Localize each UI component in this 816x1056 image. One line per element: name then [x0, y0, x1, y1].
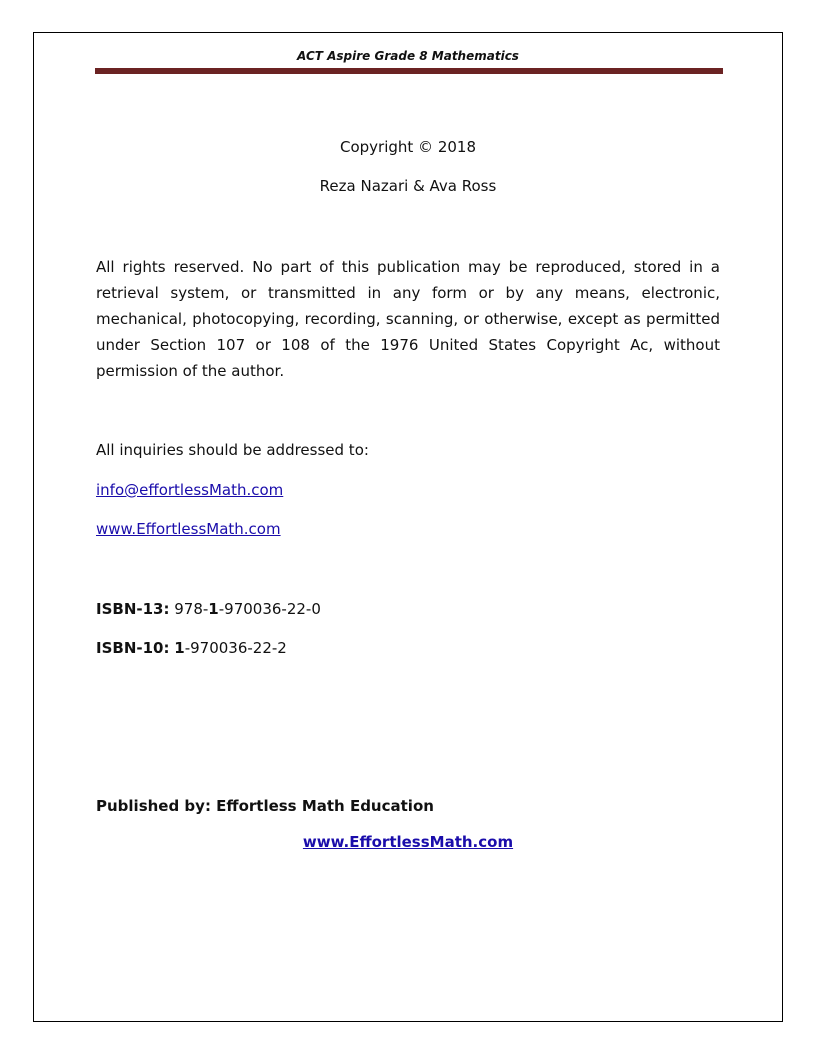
publisher-website-link[interactable]: www.EffortlessMath.com [302, 833, 514, 851]
inquiries-heading: All inquiries should be addressed to: [96, 441, 369, 459]
isbn10-label: ISBN-10: [96, 639, 170, 657]
isbn10-rest: -970036-22-2 [184, 639, 287, 657]
isbn13-prefix: 978- [169, 600, 209, 618]
authors-line: Reza Nazari & Ava Ross [319, 177, 497, 195]
isbn10-line [96, 635, 720, 661]
website-link[interactable]: www.EffortlessMath.com [96, 520, 281, 538]
running-header: ACT Aspire Grade 8 Mathematics [297, 49, 519, 63]
rights-paragraph: All rights reserved. No part of this publication may be reproduced, stored in a retrieval system, or transmitted in any form or by any means, electronic, mechanical, photocopying, recording, scanning, or otherwise, except as permitted under Section 107 or 108 of the 1976 United States Copyright Ac, without permission of the author. [96, 258, 720, 380]
publisher-line: Published by: Effortless Math Education [96, 797, 434, 815]
email-link[interactable]: info@effortlessMath.com [96, 481, 284, 499]
copyright-line: Copyright © 2018 [339, 138, 476, 156]
isbn13-rest: -970036-22-0 [218, 600, 321, 618]
isbn10-first: 1 [174, 639, 185, 657]
isbn13-mid: 1 [208, 600, 219, 618]
header-rule [95, 68, 723, 74]
isbn13-line [96, 596, 720, 622]
isbn13-label: ISBN-13: [96, 600, 170, 618]
